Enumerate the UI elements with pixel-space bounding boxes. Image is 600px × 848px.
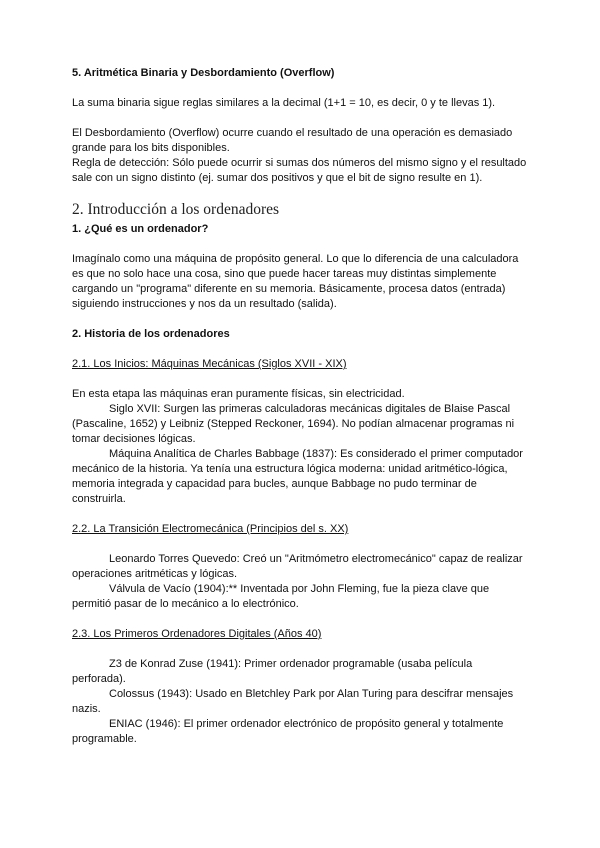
detection-rule-paragraph: Regla de detección: Sólo puede ocurrir si sumas dos números del mismo signo y el resultado sale con un signo distinto (ej. sumar dos positivos y que el bit de signo resulte en 1).	[72, 157, 527, 184]
section-2-1-intro: En esta etapa las máquinas eran puramente físicas, sin electricidad.	[72, 388, 405, 400]
list-item: Leonardo Torres Quevedo: Creó un "Aritmómetro electromecánico" capaz de realizar operaciones aritméticas y lógicas.	[72, 553, 523, 580]
list-item: Válvula de Vacío (1904):** Inventada por John Fleming, fue la pieza clave que permitió pasar de lo mecánico a lo electrónico.	[72, 583, 490, 610]
what-is-computer-paragraph: Imagínalo como una máquina de propósito general. Lo que lo diferencia de una calculadora es que no solo hace una cosa, sino que puede hacer tareas muy distintas simplemente cargando un "programa" diferente en su memoria. Básicamente, procesa datos (entrada) siguiendo instrucciones y nos da un resultado (salida).	[72, 253, 519, 310]
history-heading: 2. Historia de los ordenadores	[72, 328, 230, 340]
section-5-heading: 5. Aritmética Binaria y Desbordamiento (Overflow)	[72, 67, 335, 79]
list-item: Máquina Analítica de Charles Babbage (1837): Es considerado el primer computador mecánico de la historia. Ya tenía una estructura lógica moderna: unidad aritmético-lógica, memoria integrada y capacidad para bucles, aunque Babbage no pudo terminar de construirla.	[72, 448, 523, 505]
list-item: Colossus (1943): Usado en Bletchley Park por Alan Turing para descifrar mensajes nazis.	[72, 688, 514, 715]
section-2-3-title: 2.3. Los Primeros Ordenadores Digitales (Años 40)	[72, 628, 322, 640]
list-item: Siglo XVII: Surgen las primeras calculadoras mecánicas digitales de Blaise Pascal (Pascaline, 1652) y Leibniz (Stepped Reckoner, 1694). No podían almacenar programas ni tomar decisiones lógicas.	[72, 403, 515, 445]
what-is-computer-heading: 1. ¿Qué es un ordenador?	[72, 223, 209, 235]
list-item: Z3 de Konrad Zuse (1941): Primer ordenador programable (usaba película perforada).	[72, 658, 473, 685]
binary-sum-paragraph: La suma binaria sigue reglas similares a la decimal (1+1 = 10, es decir, 0 y te llevas 1).	[72, 97, 496, 109]
section-2-1-title: 2.1. Los Inicios: Máquinas Mecánicas (Siglos XVII - XIX)	[72, 358, 347, 370]
section-2-2-title: 2.2. La Transición Electromecánica (Principios del s. XX)	[72, 523, 349, 535]
list-item: ENIAC (1946): El primer ordenador electrónico de propósito general y totalmente programable.	[72, 718, 504, 745]
document-page	[72, 66, 528, 747]
chapter-title: 2. Introducción a los ordenadores	[72, 201, 280, 218]
overflow-paragraph: El Desbordamiento (Overflow) ocurre cuando el resultado de una operación es demasiado grande para los bits disponibles.	[72, 127, 513, 154]
